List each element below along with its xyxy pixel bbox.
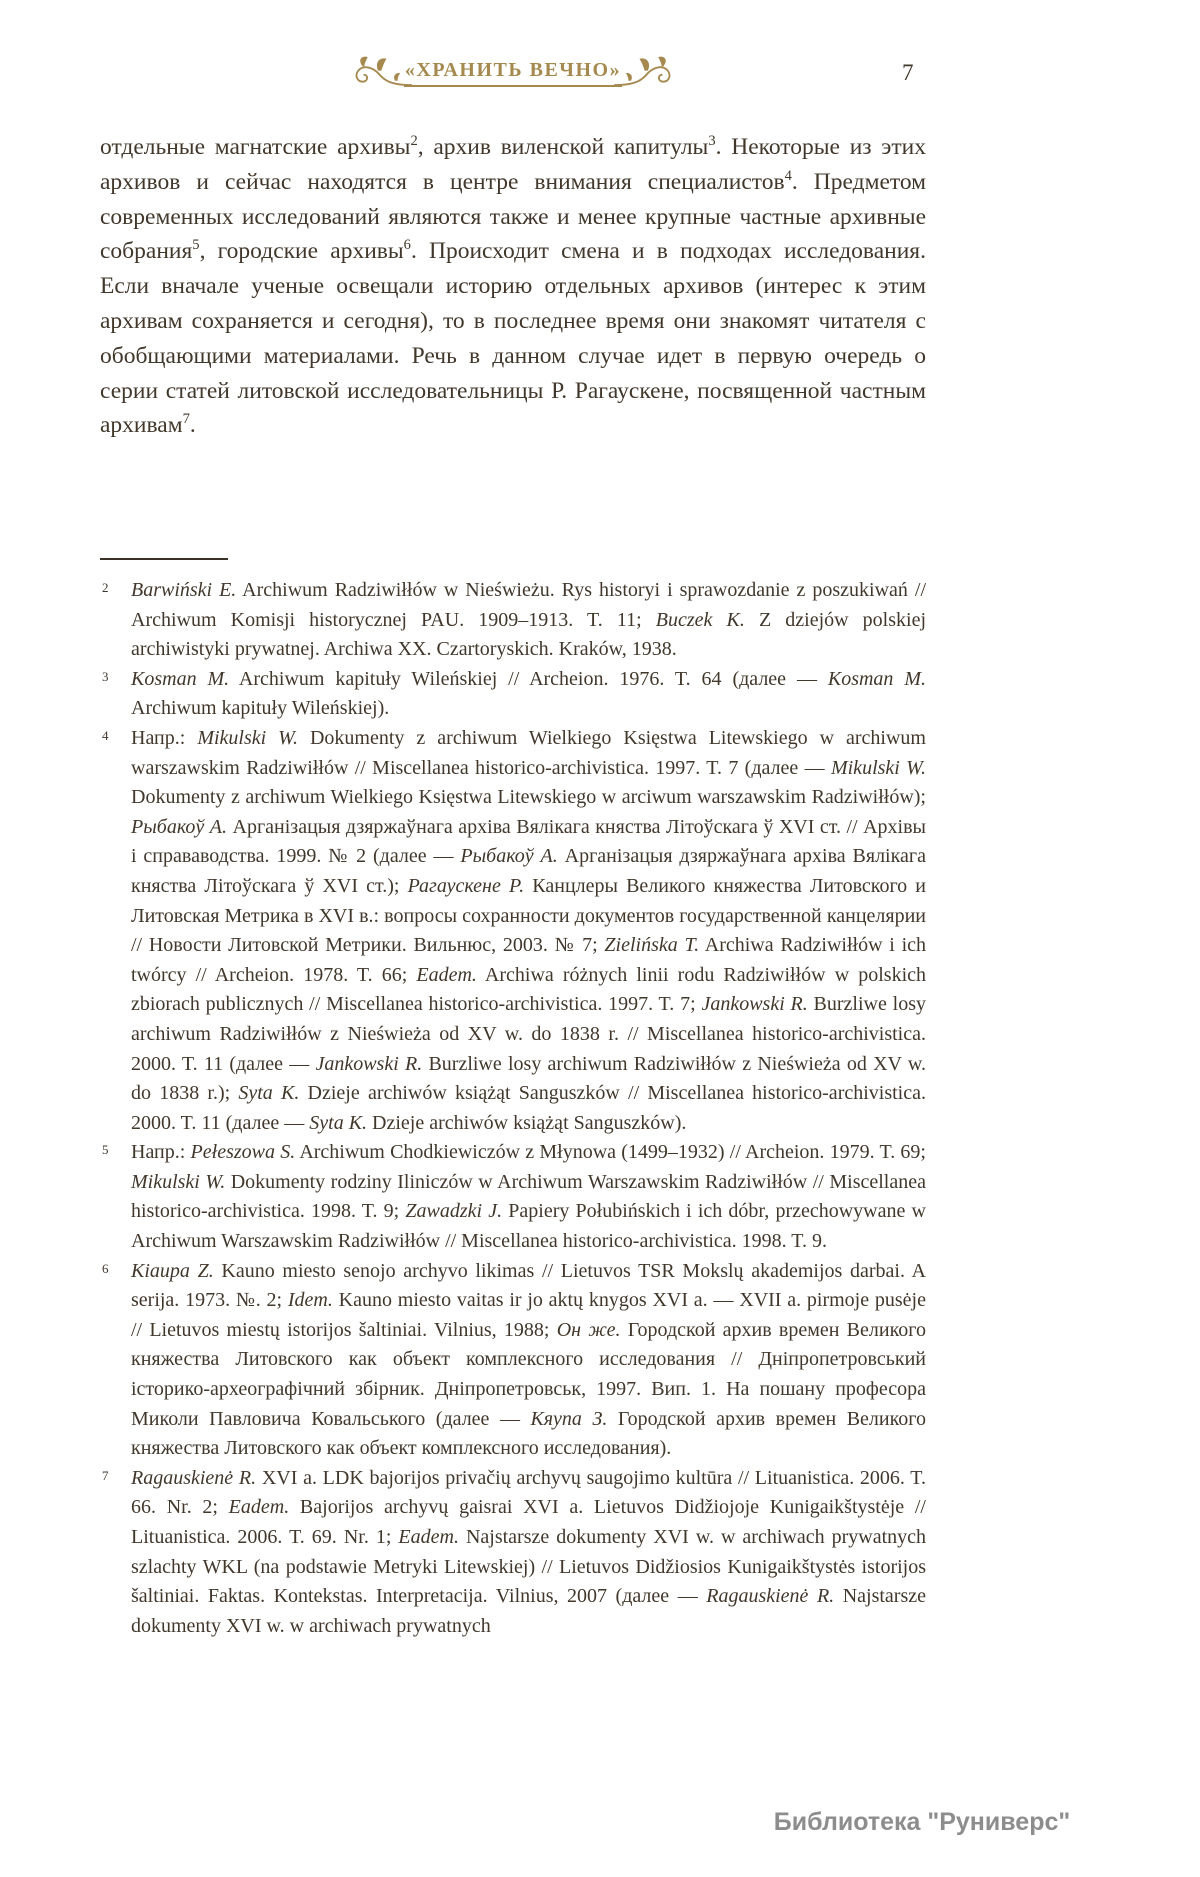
footnote-author: Jankowski R. bbox=[315, 1052, 423, 1075]
footnote-number: 3 bbox=[102, 668, 109, 684]
footnote-number: 2 bbox=[102, 580, 109, 595]
footnote-marker: 6 bbox=[403, 237, 411, 254]
footnote-author: Mikulski W. bbox=[131, 1170, 226, 1193]
flourish-right-icon bbox=[614, 52, 682, 96]
library-watermark: Библиотека "Руниверс" bbox=[773, 1808, 1071, 1836]
footnote-number: 7 bbox=[102, 1467, 109, 1483]
footnote: 4 Напр.: Mikulski W. Dokumenty z archiwum Wielkiego Księstwa Litewskiego w archiwum warszawskim Radziwiłłów // Miscellanea historico-archivistica. 1997. T. 7 (далее — Mikulski W. Dokumenty z archiwum Wielkiego Księstwa Litewskiego w arciwum warszawskim Radziwiłłów); Рыбакоў А. Арганізацыя дзяржаўнага архіва Вялікага княства Літоўскага ў XVI ст. // Архівы і справаводства. 1999. № 2 (далее — Рыбакоў А. Арганізацыя дзяржаўнага архіва Вялікага княства Літоўскага ў XVI ст.); Рагаускене Р. Канцлеры Великого княжества Литовского и Литовская Метрика в XVI в.: вопросы сохранности документов государственной канцелярии // Новости Литовской Метрики. Вильнюс, 2003. № 7; Zielińska T. Archiwa Radziwiłłów i ich twórcy // Archeion. 1978. T. 66; Eadem. Archiwa różnych linii rodu Radziwiłłów w polskich zbiorach publicznych // Miscellanea historico-archivistica. 1997. T. 7; Jankowski R. Burzliwe losy archiwum Radziwiłłów z Nieświeża od XV w. do 1838 r. // Miscellanea historico-archivistica. 2000. T. 11 (далее — Jankowski R. Burzliwe losy archiwum Radziwiłłów z Nieświeża od XV w. do 1838 r.); Syta K. Dzieje archiwów książąt Sanguszków // Miscellanea historico-archivistica. 2000. T. 11 (далее — Syta K. Dzieje archiwów książąt Sanguszków). bbox=[100, 724, 926, 1138]
footnote-author: Кяупа З. bbox=[530, 1407, 608, 1430]
footnote-author: Рыбакоў А. bbox=[460, 845, 558, 868]
footnote-marker: 4 bbox=[784, 167, 792, 184]
footnote-marker: 2 bbox=[410, 133, 418, 150]
footnote-author: Mikulski W. bbox=[830, 756, 926, 779]
footnote-marker: 5 bbox=[192, 237, 200, 254]
footnote-author: Рыбакоў А. bbox=[131, 815, 228, 838]
footnote-author: Kiaupa Z. bbox=[131, 1259, 214, 1282]
page-number: 7 bbox=[902, 60, 914, 85]
footnote-number: 4 bbox=[102, 727, 109, 743]
page-header bbox=[100, 48, 926, 96]
ornament-rule bbox=[404, 85, 622, 87]
footnote: 5 Напр.: Pełeszowa S. Archiwum Chodkiewiczów z Młynowa (1499–1932) // Archeion. 1979. T. 69; Mikulski W. Dokumenty rodziny Iliniczów w Archiwum Warszawskim Radziwiłłów // Miscellanea historico-archivistica. 1998. T. 9; Zawadzki J. Papiery Połubińskich i ich dóbr, przechowywane w Archiwum Warszawskim Radziwiłłów // Miscellanea historico-archivistica. 1998. T. 9. bbox=[100, 1138, 926, 1256]
footnote-author: Syta K. bbox=[309, 1111, 368, 1134]
footnote-author: Barwiński E. bbox=[131, 579, 237, 601]
footnote-author: Syta K. bbox=[238, 1082, 300, 1105]
header-ornament bbox=[348, 48, 678, 96]
footnotes bbox=[100, 576, 926, 1641]
footnote-author: Pełeszowa S. bbox=[190, 1141, 296, 1164]
footnote: 2 Barwiński E. Archiwum Radziwiłłów w Nieświeżu. Rys historyi i sprawozdanie z poszukiwań // Archiwum Komisji historycznej PAU. 1909–1913. T. 11; Buczek K. Z dziejów polskiej archiwistyki prywatnej. Archiwa XX. Czartoryskich. Kraków, 1938. bbox=[100, 576, 926, 665]
footnote-author: Idem. bbox=[287, 1289, 333, 1312]
footnote: 7 Ragauskienė R. XVI a. LDK bajorijos privačių archyvų saugojimo kultūra // Lituanistica. 2006. T. 66. Nr. 2; Eadem. Bajorijos archyvų gaisrai XVI a. Lietuvos Didžiojoje Kunigaikštystėje // Lituanistica. 2006. T. 69. Nr. 1; Eadem. Najstarsze dokumenty XVI w. w archiwach prywatnych szlachty WKL (na podstawie Metryki Litewskiej) // Lietuvos Didžiosios Kunigaikštystės istorijos šaltiniai. Faktas. Kontekstas. Interpretacija. Vilnius, 2007 (далее — Ragauskienė R. Najstarsze dokumenty XVI w. w archiwach prywatnych bbox=[100, 1464, 926, 1642]
paragraph: отдельные магнатские архивы$^2$, архив виленской капитулы$^3$. Некоторые из этих архивов и сейчас находятся в центре внимания специалистов$^4$. Предметом современных исследований являются также и менее крупные частные архивные собрания$^5$, городские архивы$^6$. Происходит смена и в подходах исследования. Если вначале ученые освещали историю отдельных архивов (интерес к этим архивам сохраняется и сегодня), то в последнее время они знакомят читателя с обобщающими материалами. Речь в данном случае идет в первую очередь о серии статей литовской исследовательницы Р. Рагаускене, посвященной частным архивам$^7$. bbox=[100, 133, 927, 439]
footnote-author: Mikulski W. bbox=[197, 726, 298, 749]
footnote-author: Рагаускене Р. bbox=[407, 874, 525, 897]
footnote-number: 6 bbox=[102, 1260, 109, 1276]
footnote-marker: 7 bbox=[182, 411, 190, 428]
footnote-marker: 3 bbox=[708, 133, 716, 150]
footnote-author: Zielińska T. bbox=[604, 934, 700, 957]
footnote-author: Zawadzki J. bbox=[405, 1200, 503, 1223]
footnote-author: Ragauskienė R. bbox=[706, 1585, 835, 1608]
footnote-author: Eadem. bbox=[398, 1526, 459, 1548]
running-title: «ХРАНИТЬ ВЕЧНО» bbox=[404, 59, 622, 81]
footnote-author: Buczek K. bbox=[655, 608, 745, 631]
footnote-author: Eadem. bbox=[416, 963, 477, 986]
footnote-author: Kosman M. bbox=[131, 667, 230, 690]
footnote-separator bbox=[100, 558, 228, 560]
footnote: 3 Kosman M. Archiwum kapituły Wileńskiej // Archeion. 1976. T. 64 (далее — Kosman M. Archiwum kapituły Wileńskiej). bbox=[100, 665, 926, 724]
footnote-number: 5 bbox=[102, 1142, 109, 1158]
footnote-author: Он же. bbox=[556, 1318, 621, 1341]
footnote-author: Ragauskienė R. bbox=[131, 1466, 257, 1489]
footnote: 6 Kiaupa Z. Kauno miesto senojo archyvo likimas // Lietuvos TSR Mokslų akademijos darbai. A serija. 1973. №. 2; Idem. Kauno miesto vaitas ir jo aktų knygos XVI a. — XVII a. pirmoje pusėje // Lietuvos miestų istorijos šaltiniai. Vilnius, 1988; Он же. Городской архив времен Великого княжества Литовского как объект комплексного исследования // Дніпропетровський історико-археографічний збірник. Дніпропетровськ, 1997. Вип. 1. На пошану професора Миколи Павловича Ковальського (далее — Кяупа З. Городской архив времен Великого княжества Литовского как объект комплексного исследования). bbox=[100, 1257, 926, 1464]
footnote-author: Jankowski R. bbox=[701, 993, 808, 1016]
footnote-author: Eadem. bbox=[228, 1496, 290, 1519]
footnote-author: Kosman M. bbox=[827, 667, 926, 690]
